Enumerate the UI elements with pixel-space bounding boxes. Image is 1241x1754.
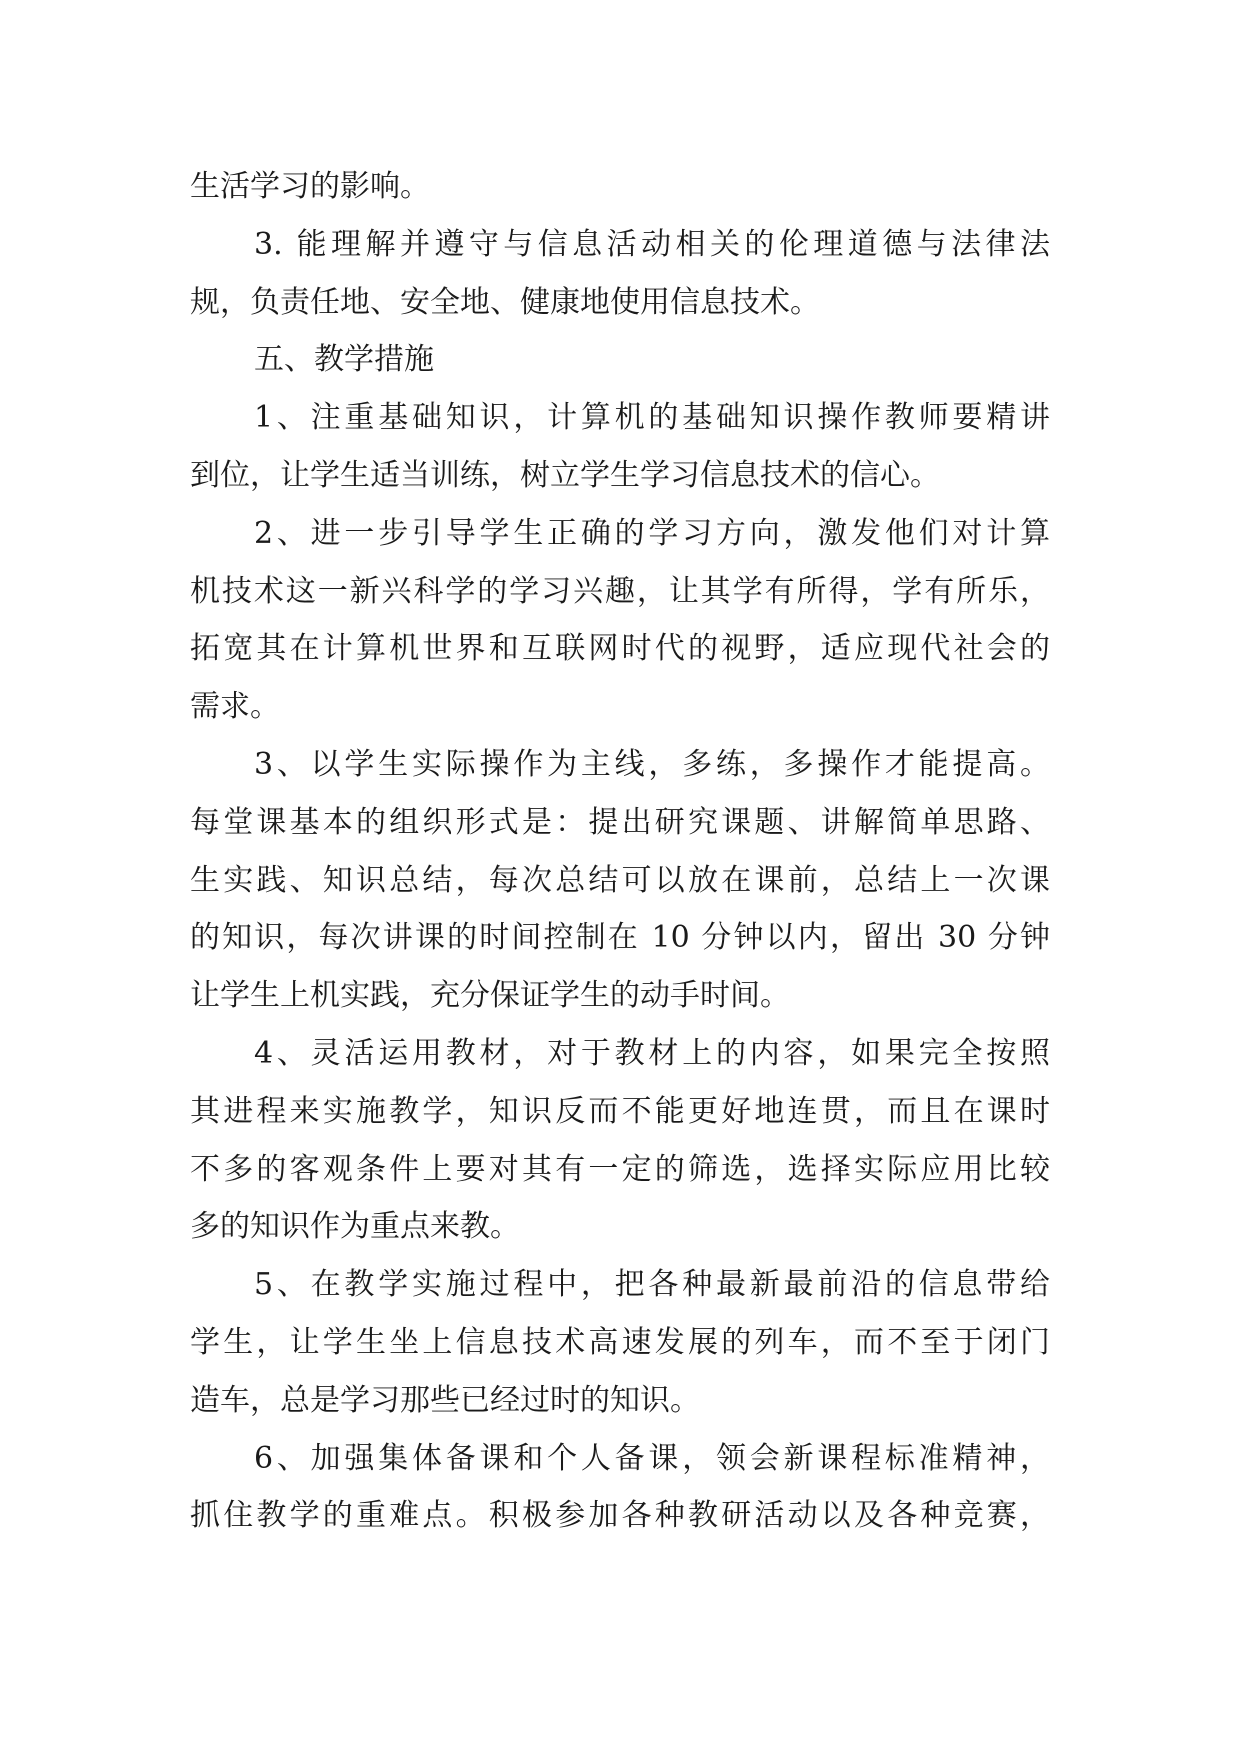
text-line: 需求。 — [190, 689, 280, 725]
text-line: 多的知识作为重点来教。 — [190, 1209, 520, 1245]
text-line: 生实践、知识总结，每次总结可以放在课前，总结上一次课 — [190, 862, 1050, 898]
text-line: 五、教学措施 — [254, 342, 434, 378]
text-line: 抓住教学的重难点。积极参加各种教研活动以及各种竞赛， — [190, 1498, 1050, 1534]
text-line: 3. 能理解并遵守与信息活动相关的伦理道德与法律法 — [254, 226, 1050, 262]
text-line: 1、注重基础知识，计算机的基础知识操作教师要精讲 — [254, 400, 1050, 436]
text-line: 不多的客观条件上要对其有一定的筛选，选择实际应用比较 — [190, 1151, 1050, 1187]
text-line: 造车，总是学习那些已经过时的知识。 — [190, 1382, 700, 1418]
text-line: 的知识，每次讲课的时间控制在 10 分钟以内，留出 30 分钟 — [190, 920, 1050, 956]
text-line: 让学生上机实践，充分保证学生的动手时间。 — [190, 978, 790, 1014]
text-line: 到位，让学生适当训练，树立学生学习信息技术的信心。 — [190, 457, 940, 493]
text-line: 2、进一步引导学生正确的学习方向，激发他们对计算 — [254, 515, 1050, 551]
text-line: 规，负责任地、安全地、健康地使用信息技术。 — [190, 284, 820, 320]
text-line: 5、在教学实施过程中，把各种最新最前沿的信息带给 — [254, 1267, 1050, 1303]
text-line: 学生，让学生坐上信息技术高速发展的列车，而不至于闭门 — [190, 1324, 1050, 1360]
text-line: 每堂课基本的组织形式是：提出研究课题、讲解简单思路、 — [190, 804, 1050, 840]
document-body — [190, 158, 1050, 1545]
text-line: 机技术这一新兴科学的学习兴趣，让其学有所得，学有所乐， — [190, 573, 1050, 609]
text-line: 6、加强集体备课和个人备课，领会新课程标准精神， — [254, 1440, 1050, 1476]
text-line: 拓宽其在计算机世界和互联网时代的视野，适应现代社会的 — [190, 631, 1050, 667]
text-line: 其进程来实施教学，知识反而不能更好地连贯，而且在课时 — [190, 1093, 1050, 1129]
text-line: 生活学习的影响。 — [190, 169, 430, 204]
text-line: 3、以学生实际操作为主线，多练，多操作才能提高。 — [254, 746, 1050, 782]
text-line: 4、灵活运用教材，对于教材上的内容，如果完全按照 — [254, 1035, 1050, 1071]
